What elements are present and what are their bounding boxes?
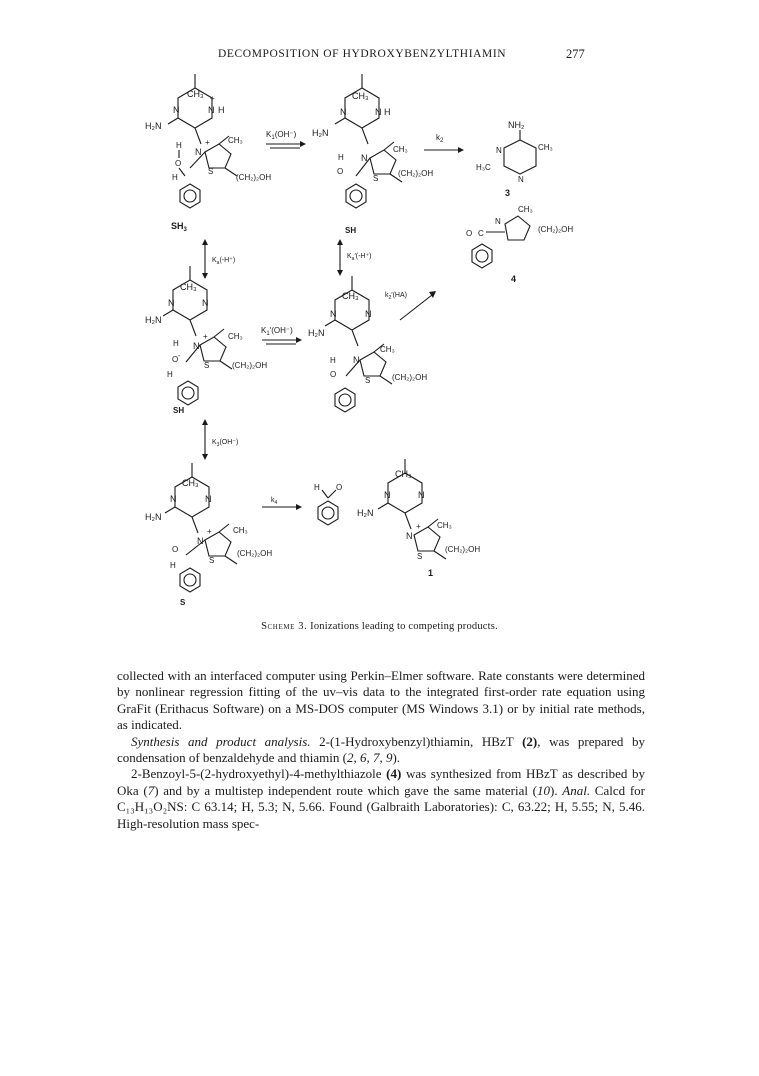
structure-sh [145,266,267,415]
amino-label: H₂N [145,512,162,522]
atom-o: O [336,483,343,492]
constant-k1: $K_1(OH^-)$ [266,130,297,141]
atom-n: N [340,107,347,117]
compound-ref: (2) [522,733,538,749]
label-s-minus: S [180,598,186,607]
product-3 [476,120,553,198]
side-chain-label: (CH₂)₂OH [538,225,574,234]
atom-n: N [193,341,200,351]
analysis-label: Anal. [562,782,591,798]
atom-n: N [406,531,413,541]
atom-n: N [168,298,175,308]
atom-o: O [172,545,179,554]
atom-h: H [167,370,173,379]
product-benzaldehyde [314,483,342,525]
atom-s: S [204,361,210,370]
equilibrium-k3 [202,419,238,460]
amino-label: H₂N [357,508,374,518]
methyl-label: CH₃ [538,143,553,152]
methyl-label: CH₃ [180,282,197,292]
label-sh3: $SH_3$ [171,221,187,233]
atom-n: N [195,147,202,157]
paragraph-methods: collected with an interfaced computer using Perkin–Elmer software. Rate constants were determined by nonlinear regression fitting of the uv–vis data to the integrated first-order rate equation using GraFit (Erithacus Software) on a MS-DOS computer (MS Windows 3.1) or by initial rate methods, as indicated. [117,668,645,733]
atom-h: H [176,141,182,150]
atom-n: N [330,309,337,319]
equilibrium-k1-prime [261,326,302,344]
methyl-label: CH₃ [187,89,204,99]
constant-k4: $k_4$ [271,497,278,506]
atom-h: H [314,483,320,492]
plus-charge: + [416,522,421,531]
atom-h: H [173,339,179,348]
methyl-label: CH₃ [342,291,359,301]
citation: 2, 6, 7, 9 [346,750,393,766]
atom-s: S [209,556,215,565]
side-chain-label: (CH₂)₂OH [237,549,273,558]
citation: 10 [536,782,550,798]
atom-o: O [337,167,344,176]
minus-charge: - [178,353,181,360]
running-title: DECOMPOSITION OF HYDROXYBENZYLTHIAMIN [218,48,507,60]
side-chain-label: (CH₂)₂OH [236,173,272,182]
amino-label: H₂N [312,128,329,138]
constant-k1-prime: $K_1'(OH^-)$ [261,326,293,337]
side-chain-label: (CH₂)₂OH [392,373,428,382]
label-sh-plus: SH [345,226,357,235]
label-product-1: 1 [428,568,434,578]
atom-n: N [197,536,204,546]
atom-n: N [361,153,368,163]
section-title: Synthesis and product analysis. [131,733,311,749]
constant-k2: $k_2$ [436,133,444,144]
methyl-label: CH₃ [380,345,395,354]
equilibrium-k1 [266,130,306,148]
atom-n: N [518,175,524,184]
equilibrium-ka-prime [337,239,372,276]
label-product-3: 3 [505,188,511,198]
constant-ka-prime: $K_a'(-H^+)$ [347,253,372,262]
atom-n: N [202,298,209,308]
atom-n: N [496,146,502,155]
atom-s: S [373,174,379,183]
atom-s: S [365,376,371,385]
atom-o: O [330,370,337,379]
product-4 [466,205,573,284]
methyl-label: CH₃ [352,91,369,101]
plus-charge: + [203,332,208,341]
methyl-label: CH₃ [233,526,248,535]
atom-n: N [353,355,360,365]
caption-text: Ionizations leading to competing products. [310,621,498,632]
scheme-caption [0,621,759,632]
atom-o: O [172,355,179,364]
methyl-label: CH₃ [228,332,243,341]
methyl-label: CH₃ [518,205,533,214]
structure-s-minus [145,463,272,607]
paragraph-analysis: 2-Benzoyl-5-(2-hydroxyethyl)-4-methylthiazole (4) was synthesized from HBzT as described by Oka (7) and by a multistep independent route which gave the same material (10). Anal. Calcd for C₁₃H₁₃O₂NS: C 63.14; H, 5.3; N, 5.66. Found (Galbraith Laboratories): C, 63.22; H, 5.55; N, 5.46. High-resolution mass spec- [117,766,645,831]
methyl-label: CH₃ [437,521,452,530]
structure-sh3 [145,74,271,233]
side-chain-label: (CH₂)₂OH [445,545,481,554]
atom-n: N [208,105,215,115]
atom-n: N [418,490,425,500]
equilibrium-ka [202,239,235,279]
atom-c: C [478,229,484,238]
amino-label: NH₂ [508,120,525,130]
atom-h: H [172,173,178,182]
atom-h: H [218,105,225,115]
label-product-4: 4 [511,274,517,284]
atom-s: S [417,552,423,561]
side-chain-label: (CH₂)₂OH [232,361,268,370]
paragraph-synthesis: Synthesis and product analysis. 2-(1-Hydroxybenzyl)thiamin, HBzT (2), was prepared by condensation of benzaldehyde and thiamin (2, 6, 7, 9). [117,733,645,766]
atom-h: H [170,561,176,570]
reaction-k4 [262,497,302,510]
amino-label: H₂N [308,328,325,338]
constant-ka: $K_a(-H^+)$ [212,257,236,266]
amino-label: H₂N [145,315,162,325]
atom-n: N [495,217,501,226]
atom-o: O [175,159,182,168]
body-text [117,668,645,832]
plus-charge: + [210,94,215,103]
caption-label: Scheme 3. [261,621,308,632]
atom-h: H [330,356,336,365]
atom-n: N [365,309,372,319]
product-1 [357,459,480,578]
atom-n: N [170,494,177,504]
plus-charge: + [207,527,212,536]
methyl-label: CH₃ [395,469,412,479]
constant-k2-ha: $k_2'(HA)$ [385,292,407,301]
constant-k3: $K_3(OH^-)$ [212,439,239,448]
page-number: 277 [566,47,585,61]
methyl-label: CH₃ [393,145,408,154]
compound-ref: (4) [386,766,402,782]
structure-zwitterion [308,276,427,412]
atom-h: H [384,107,391,117]
atom-n: N [375,107,382,117]
amino-label: H₂N [145,121,162,131]
atom-n: N [384,490,391,500]
label-sh: SH [173,406,185,415]
atom-n: N [205,494,212,504]
methyl-label: CH₃ [228,136,243,145]
plus-charge: + [205,138,210,147]
methyl-label: H₃C [476,163,491,172]
citation: 7 [147,782,155,798]
atom-o: O [466,229,473,238]
structure-sh-plus [312,74,433,235]
reaction-k2 [424,133,464,153]
atom-n: N [173,105,180,115]
atom-h: H [338,153,344,162]
atom-s: S [208,167,214,176]
methyl-label: CH₃ [182,478,199,488]
reaction-k2-ha [385,291,436,320]
side-chain-label: (CH₂)₂OH [398,169,434,178]
